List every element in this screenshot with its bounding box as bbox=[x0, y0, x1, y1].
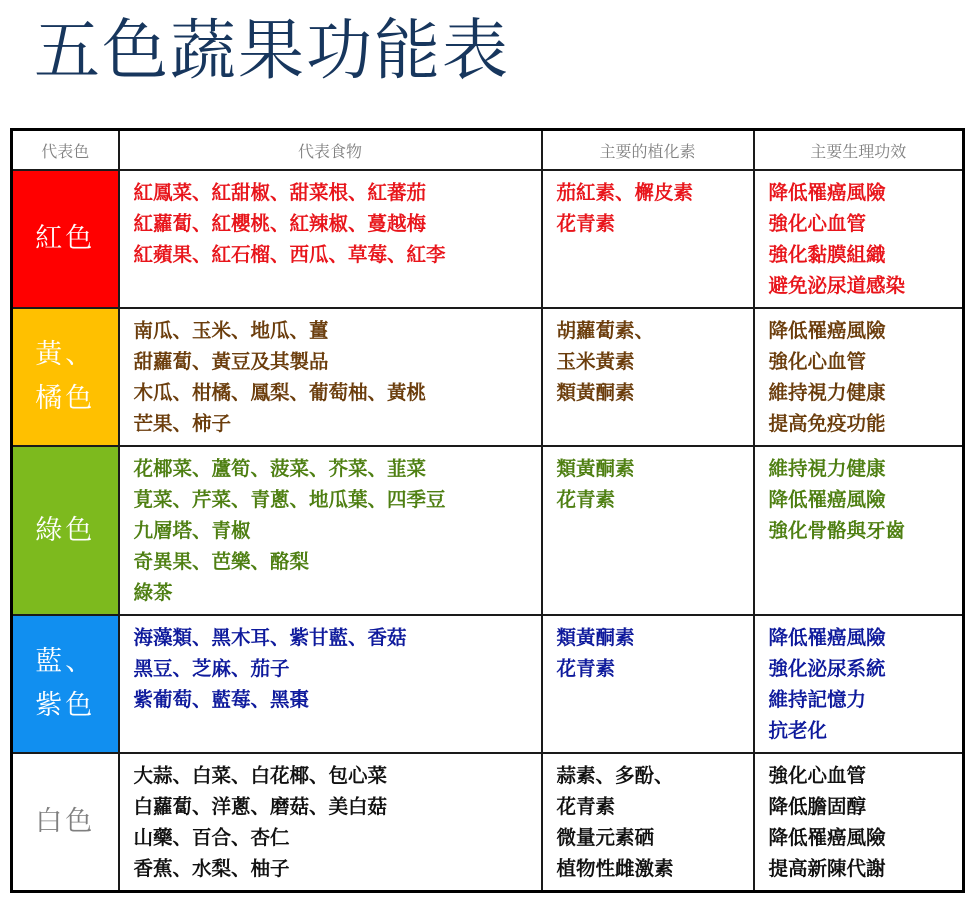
header-effects: 主要生理功效 bbox=[754, 130, 964, 171]
color-label: 紫色 bbox=[35, 690, 96, 721]
color-swatch-white bbox=[12, 753, 119, 892]
foods-cell bbox=[119, 308, 542, 446]
effect-line: 提高新陳代謝 bbox=[768, 857, 886, 880]
table-row bbox=[12, 615, 964, 753]
phyto-cell bbox=[542, 615, 754, 753]
effect-line: 降低膽固醇 bbox=[768, 795, 867, 818]
header-row bbox=[12, 130, 964, 171]
phyto-cell bbox=[542, 308, 754, 446]
effect-line: 抗老化 bbox=[768, 719, 828, 742]
color-label: 黃、 bbox=[35, 339, 96, 370]
effect-line: 降低罹癌風險 bbox=[768, 181, 886, 204]
color-label: 藍、 bbox=[35, 646, 96, 677]
phyto-line: 植物性雌激素 bbox=[556, 857, 674, 880]
effect-line: 避免泌尿道感染 bbox=[768, 274, 906, 297]
phyto-line: 蒜素、多酚、 bbox=[556, 764, 674, 787]
effect-line: 降低罹癌風險 bbox=[768, 826, 886, 849]
foods-cell bbox=[119, 446, 542, 615]
foods-cell bbox=[119, 615, 542, 753]
food-line: 甜蘿蔔、黃豆及其製品 bbox=[133, 350, 329, 373]
food-line: 綠茶 bbox=[133, 581, 173, 604]
food-line: 芒果、柿子 bbox=[133, 412, 232, 435]
phyto-line: 胡蘿蔔素、 bbox=[556, 319, 655, 342]
phyto-line: 花青素 bbox=[556, 212, 616, 235]
food-line: 白蘿蔔、洋蔥、磨菇、美白菇 bbox=[133, 795, 388, 818]
phyto-cell bbox=[542, 170, 754, 308]
color-label: 橘色 bbox=[35, 383, 96, 414]
table-row bbox=[12, 446, 964, 615]
effect-line: 強化心血管 bbox=[768, 212, 867, 235]
effects-cell bbox=[754, 170, 964, 308]
food-line: 海藻類、黑木耳、紫甘藍、香菇 bbox=[133, 626, 407, 649]
phyto-line: 玉米黃素 bbox=[556, 350, 635, 373]
food-line: 紅蘿蔔、紅櫻桃、紅辣椒、蔓越梅 bbox=[133, 212, 427, 235]
color-label: 紅色 bbox=[35, 223, 96, 254]
header-phytochemicals: 主要的植化素 bbox=[542, 130, 754, 171]
food-line: 木瓜、柑橘、鳳梨、葡萄柚、黃桃 bbox=[133, 381, 427, 404]
color-swatch-blue bbox=[12, 615, 119, 753]
table-row bbox=[12, 753, 964, 892]
header-foods: 代表食物 bbox=[119, 130, 542, 171]
phyto-line: 類黃酮素 bbox=[556, 626, 635, 649]
food-line: 山藥、百合、杏仁 bbox=[133, 826, 290, 849]
effect-line: 降低罹癌風險 bbox=[768, 488, 886, 511]
phyto-line: 類黃酮素 bbox=[556, 457, 635, 480]
foods-cell bbox=[119, 753, 542, 892]
food-line: 紫葡萄、藍莓、黑棗 bbox=[133, 688, 310, 711]
effect-line: 維持視力健康 bbox=[768, 457, 886, 480]
food-line: 奇異果、芭樂、酪梨 bbox=[133, 550, 310, 573]
effect-line: 降低罹癌風險 bbox=[768, 626, 886, 649]
effect-line: 維持視力健康 bbox=[768, 381, 886, 404]
phyto-line: 類黃酮素 bbox=[556, 381, 635, 404]
effects-cell bbox=[754, 308, 964, 446]
effects-cell bbox=[754, 753, 964, 892]
effect-line: 強化心血管 bbox=[768, 764, 867, 787]
food-line: 大蒜、白菜、白花椰、包心菜 bbox=[133, 764, 388, 787]
phyto-line: 茄紅素、檞皮素 bbox=[556, 181, 694, 204]
effect-line: 強化黏膜組織 bbox=[768, 243, 886, 266]
effect-line: 強化骨骼與牙齒 bbox=[768, 519, 906, 542]
food-line: 香蕉、水梨、柚子 bbox=[133, 857, 290, 880]
effects-cell bbox=[754, 615, 964, 753]
food-line: 紅鳳菜、紅甜椒、甜菜根、紅蕃茄 bbox=[133, 181, 427, 204]
phyto-line: 花青素 bbox=[556, 657, 616, 680]
phyto-line: 花青素 bbox=[556, 795, 616, 818]
color-label: 綠色 bbox=[35, 514, 96, 546]
effect-line: 強化心血管 bbox=[768, 350, 867, 373]
effect-line: 維持記憶力 bbox=[768, 688, 867, 711]
effect-line: 提高免疫功能 bbox=[768, 412, 886, 435]
food-line: 九層塔、青椒 bbox=[133, 519, 251, 542]
food-line: 莧菜、芹菜、青蔥、地瓜葉、四季豆 bbox=[133, 488, 446, 511]
table-row bbox=[12, 308, 964, 446]
foods-cell bbox=[119, 170, 542, 308]
food-line: 南瓜、玉米、地瓜、薑 bbox=[133, 319, 329, 342]
effect-line: 降低罹癌風險 bbox=[768, 319, 886, 342]
effects-cell bbox=[754, 446, 964, 615]
phyto-cell bbox=[542, 753, 754, 892]
color-label: 白色 bbox=[35, 806, 96, 837]
table-row bbox=[12, 170, 964, 308]
header-color: 代表色 bbox=[12, 130, 119, 171]
color-swatch-red bbox=[12, 170, 119, 308]
phyto-cell bbox=[542, 446, 754, 615]
phyto-line: 微量元素硒 bbox=[556, 826, 655, 849]
food-line: 花椰菜、蘆筍、菠菜、芥菜、韮菜 bbox=[133, 457, 427, 480]
food-line: 紅蘋果、紅石榴、西瓜、草莓、紅李 bbox=[133, 243, 446, 266]
page-title: 五色蔬果功能表 bbox=[34, 12, 510, 89]
phyto-line: 花青素 bbox=[556, 488, 616, 511]
color-swatch-yellow bbox=[12, 308, 119, 446]
food-line: 黑豆、芝麻、茄子 bbox=[133, 657, 290, 680]
function-table bbox=[10, 128, 965, 893]
color-swatch-green bbox=[12, 446, 119, 615]
effect-line: 強化泌尿系統 bbox=[768, 657, 886, 680]
